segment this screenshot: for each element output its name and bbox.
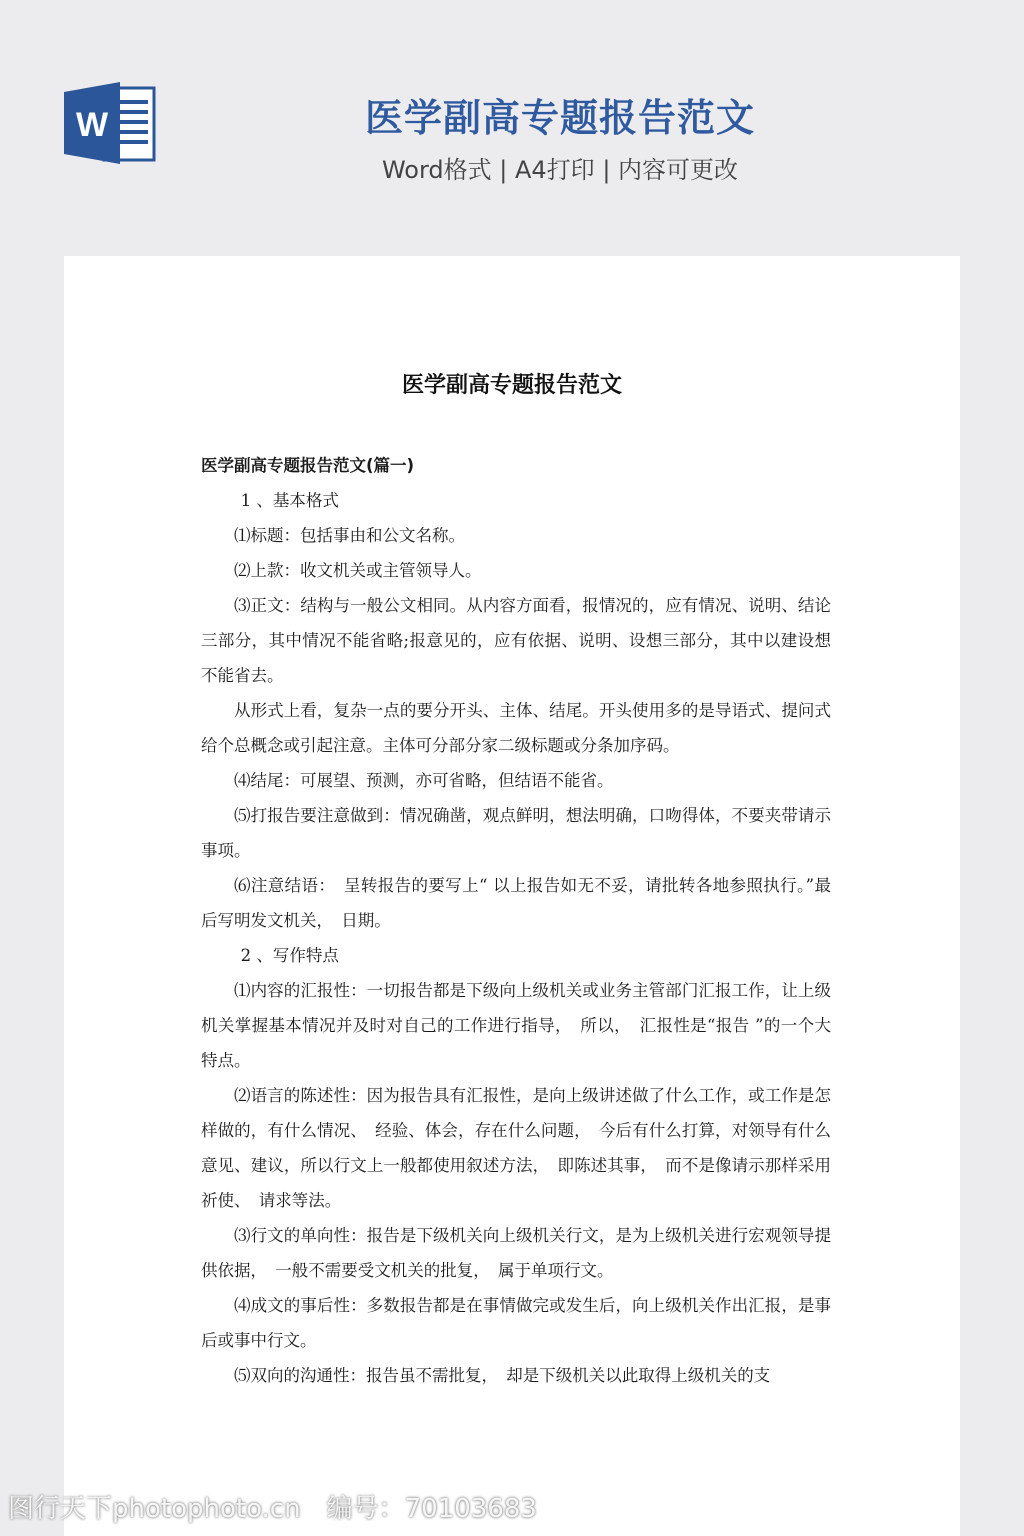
header-title: 医学副高专题报告范文 [364,96,755,140]
watermark: 图行天下photophoto.cn 编号：70103683 [8,1494,537,1524]
header-subtitle: Word格式 | A4打印 | 内容可更改 [381,156,739,184]
paragraph: ⑷结尾：可展望、预测，亦可省略，但结语不能省。 [234,771,614,790]
paragraph: ⑵上款：收文机关或主管领导人。 [234,561,482,580]
section-heading: 医学副高专题报告范文(篇一) [201,456,415,475]
paragraph: ⑹注意结语： 呈转报告的要写上“ 以上报告如无不妥，请批转各地参照执行。”最后写明发文机关， 日期。 [201,876,831,930]
paragraph: ⑶正文：结构与一般公文相同。从内容方面看，报情况的，应有情况、说明、结论三部分，其中情况不能省略;报意见的，应有依据、说明、设想三部分，其中以建设想不能省去。 [201,596,831,685]
paragraph: 从形式上看，复杂一点的要分开头、主体、结尾。开头使用多的是导语式、提问式给个总概念或引起注意。主体可分部分家二级标题或分条加序码。 [201,701,831,755]
svg-text:W: W [75,106,109,144]
paragraph: ⑷成文的事后性：多数报告都是在事情做完或发生后，向上级机关作出汇报，是事后或事中行文。 [201,1296,831,1350]
document-page [64,256,960,1536]
paragraph: ⑴标题：包括事由和公文名称。 [234,526,465,545]
paragraph: ⑸双向的沟通性：报告虽不需批复， 却是下级机关以此取得上级机关的支 [234,1366,771,1385]
paragraph: ⑵语言的陈述性：因为报告具有汇报性，是向上级讲述做了什么工作，或工作是怎样做的，有什么情况、 经验、体会，存在什么问题， 今后有什么打算，对领导有什么意见、建议，所以行文上一般都使用叙述方法， 即陈述其事， 而不是像请示那样采用祈使、 请求等法。 [201,1086,831,1210]
document-title: 医学副高专题报告范文 [401,373,622,398]
header [0,0,1024,255]
paragraph: 1 、基本格式 [240,491,339,510]
paragraph: ⑶行文的单向性：报告是下级机关向上级机关行文，是为上级机关进行宏观领导提供依据， 一般不需要受文机关的批复， 属于单项行文。 [201,1226,831,1280]
paragraph: ⑴内容的汇报性：一切报告都是下级向上级机关或业务主管部门汇报工作，让上级机关掌握基本情况并及时对自己的工作进行指导， 所以， 汇报性是“报告 ”的一个大特点。 [201,981,831,1070]
paragraph: ⑸打报告要注意做到：情况确凿，观点鲜明，想法明确，口吻得体，不要夹带请示事项。 [201,806,831,860]
document-body [201,448,831,1393]
paragraph: 2 、写作特点 [240,946,339,965]
word-icon [64,82,156,164]
